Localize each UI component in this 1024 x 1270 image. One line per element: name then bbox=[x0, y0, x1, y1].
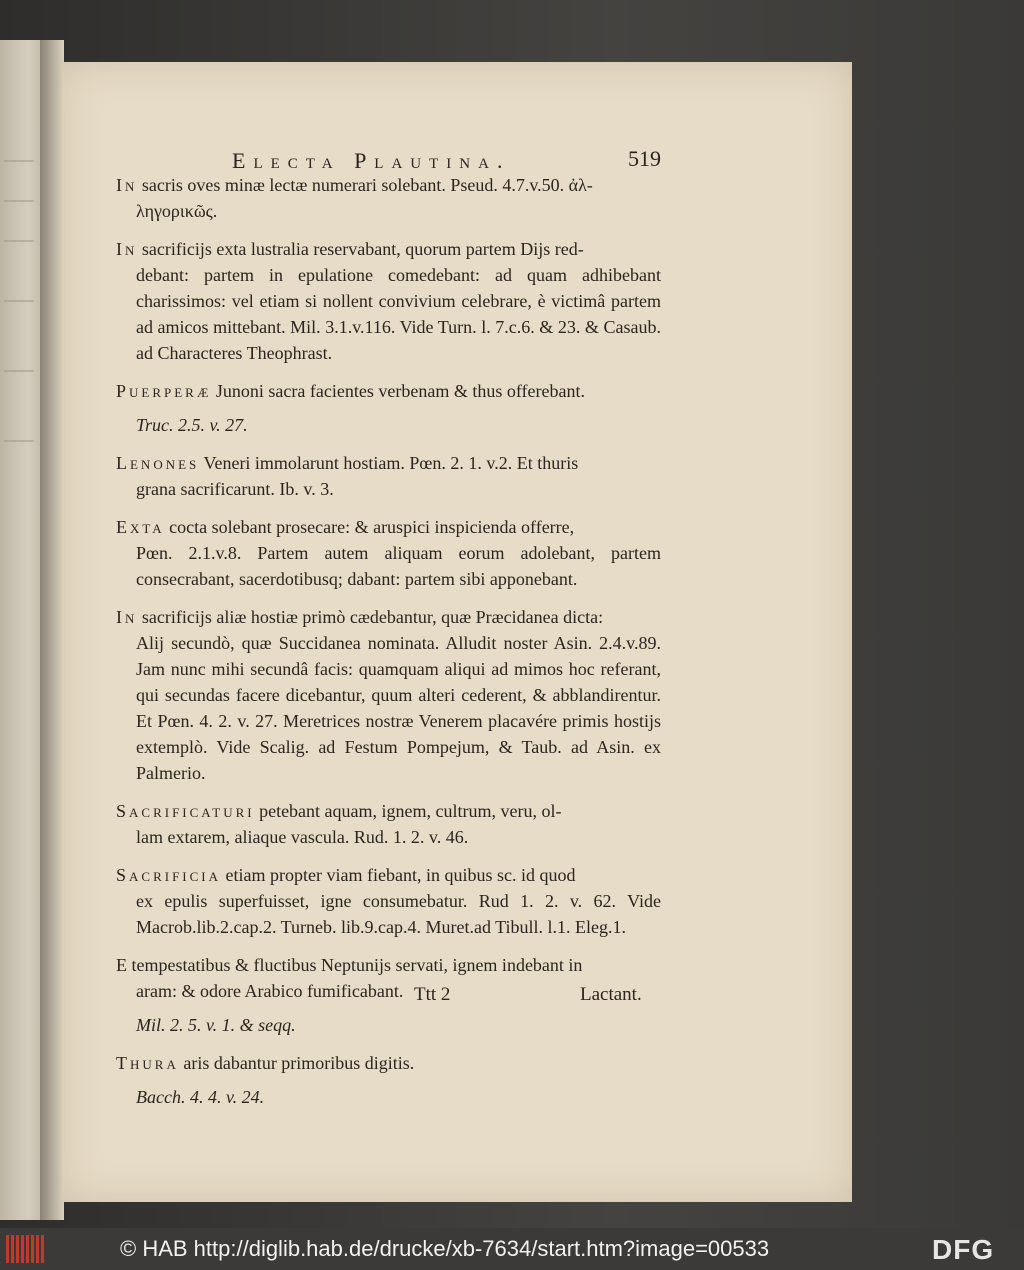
entry: Exta cocta solebant prosecare: & aruspici inspicienda offerre, Pœn. 2.1.v.8. Partem autem aliquam eorum adolebant, partem consecrabant, sacerdotibusq; dabant: partem sibi apponebant. bbox=[116, 517, 661, 589]
entry: In sacris oves minæ lectæ numerari solebant. Pseud. 4.7.v.50. ἀλ- ληγορικῶς. bbox=[116, 175, 593, 221]
entry: In sacrificijs exta lustralia reservabant, quorum partem Dijs red- debant: partem in epulatione comedebant: ad quam adhibebant charissimos: vel etiam si nollent convivium celebrare, è victimâ partem ad amicos mittebant. Mil. 3.1.v.116. Vide Turn. l. 7.c.6. & 23. & Casaub. ad Characteres Theophrast. bbox=[116, 239, 661, 363]
entry: Thura aris dabantur primoribus digitis. Bacch. 4. 4. v. 24. bbox=[116, 1053, 415, 1107]
signature-mark: Ttt 2 bbox=[414, 984, 451, 1005]
entry: In sacrificijs aliæ hostiæ primò cædebantur, quæ Præcidanea dicta: Alij secundò, quæ Succidanea nominata. Alludit noster Asin. 2.4.v.89. Jam nunc mihi secundâ facis: quamquam aliqui ad mimos hoc referant, qui secundas facere dicebantur, quum alteri cederent, & abblandirentur. Et Pœn. 4. 2. v. 27. Meretrices nostræ Venerem placavére primis hostijs extemplò. Vide Scalig. ad Festum Pompejum, & Taub. ad Asin. ex Palmerio. bbox=[116, 607, 661, 783]
entry: Puerperæ Junoni sacra facientes verbenam & thus offerebant. Truc. 2.5. v. 27. bbox=[116, 381, 585, 435]
catchword: Lactant. bbox=[580, 984, 642, 1005]
dfg-logo[interactable]: DFG bbox=[932, 1234, 995, 1265]
entry: Sacrificia etiam propter viam fiebant, in quibus sc. id quod ex epulis superfuisset, igne consumebatur. Rud 1. 2. v. 62. Vide Macrob.lib.2.cap.2. Turneb. lib.9.cap.4. Muret.ad Tibull. l.1. Eleg.1. bbox=[116, 865, 661, 937]
page-number: 519 bbox=[628, 146, 661, 171]
attribution-link[interactable]: © HAB http://diglib.hab.de/drucke/xb-7634/start.htm?image=00533 bbox=[120, 1236, 770, 1261]
attribution-bar bbox=[0, 1228, 1024, 1270]
book-gutter bbox=[40, 40, 64, 1220]
previous-page-edge bbox=[0, 40, 40, 1220]
entry: Sacrificaturi petebant aquam, ignem, cultrum, veru, ol- lam extarem, aliaque vascula. Rud. 1. 2. v. 46. bbox=[116, 801, 562, 847]
entry: E tempestatibus & fluctibus Neptunijs servati, ignem indebant in aram: & odore Arabico fumificabant. Mil. 2. 5. v. 1. & seqq. bbox=[116, 955, 583, 1035]
entry: Lenones Veneri immolarunt hostiam. Pœn. 2. 1. v.2. Et thuris grana sacrificarunt. Ib. v. 3. bbox=[116, 453, 579, 499]
page-footer bbox=[62, 980, 852, 1010]
barcode-icon bbox=[6, 1235, 44, 1263]
running-title: Electa Plautina. bbox=[232, 148, 511, 173]
book-page bbox=[62, 62, 852, 1202]
